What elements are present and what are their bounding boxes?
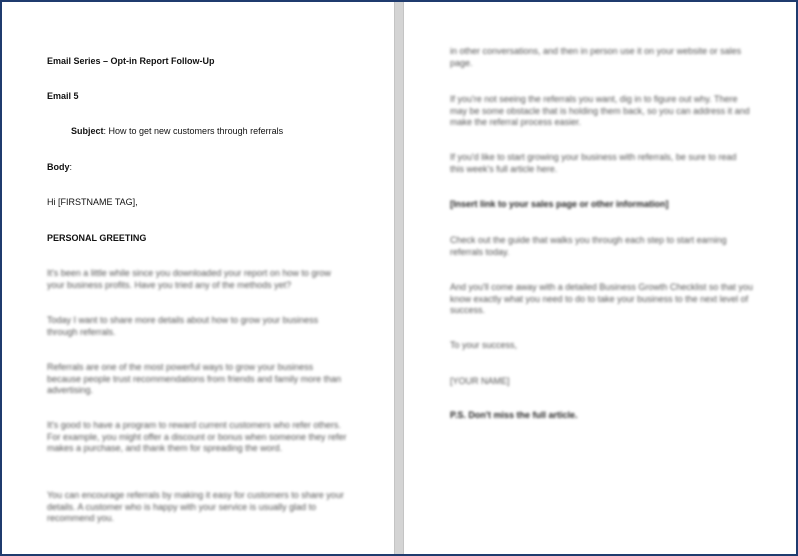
paragraph: It's been a little while since you downloaded your report on how to grow your business profits. Have you tried any of the methods yet? — [47, 268, 331, 290]
paragraph: And you'll come away with a detailed Business Growth Checklist so that you know exactly what you need to do to take your business to the next level of success. — [450, 282, 753, 315]
page-left — [2, 2, 394, 554]
series-title: Email Series – Opt-in Report Follow-Up — [47, 56, 215, 66]
page-gutter — [394, 2, 404, 554]
body-line — [47, 162, 72, 172]
sign-off: To your success, — [450, 340, 518, 350]
body-colon: : — [69, 162, 73, 172]
subject-label: Subject — [71, 126, 104, 136]
body-label: Body — [47, 162, 70, 172]
subject-text: : How to get new customers through referrals — [103, 126, 284, 136]
link-placeholder: [Insert link to your sales page or other information] — [450, 199, 669, 209]
personal-greeting: PERSONAL GREETING — [47, 233, 147, 243]
paragraph: Check out the guide that walks you through each step to start earning referrals today. — [450, 235, 727, 257]
paragraph: It's good to have a program to reward current customers who refer others. For example, you might offer a discount or bonus when someone they refer makes a purchase, and thank them for spreading the word. — [47, 420, 347, 453]
paragraph: Today I want to share more details about how to grow your business through referrals. — [47, 315, 319, 337]
paragraph: Referrals are one of the most powerful ways to grow your business because people trust recommendations from friends and family more than advertising. — [47, 362, 342, 395]
document-viewer — [2, 2, 796, 554]
paragraph: If you're not seeing the referrals you want, dig in to figure out why. There may be some obstacle that is holding them back, so you can address it and make the referral process easier. — [450, 94, 750, 127]
paragraph: You can encourage referrals by making it easy for customers to share your details. A customer who is happy with your service is usually glad to recommend you. — [47, 490, 344, 523]
postscript: P.S. Don't miss the full article. — [450, 410, 578, 420]
page-right — [404, 2, 796, 554]
subject-line — [71, 126, 283, 136]
email-number: Email 5 — [47, 91, 79, 101]
signature-name: [YOUR NAME] — [450, 376, 510, 386]
paragraph: If you'd like to start growing your business with referrals, be sure to read this week's full article here. — [450, 152, 737, 174]
greeting: Hi [FIRSTNAME TAG], — [47, 197, 138, 207]
paragraph: in other conversations, and then in person use it on your website or sales page. — [450, 46, 742, 68]
